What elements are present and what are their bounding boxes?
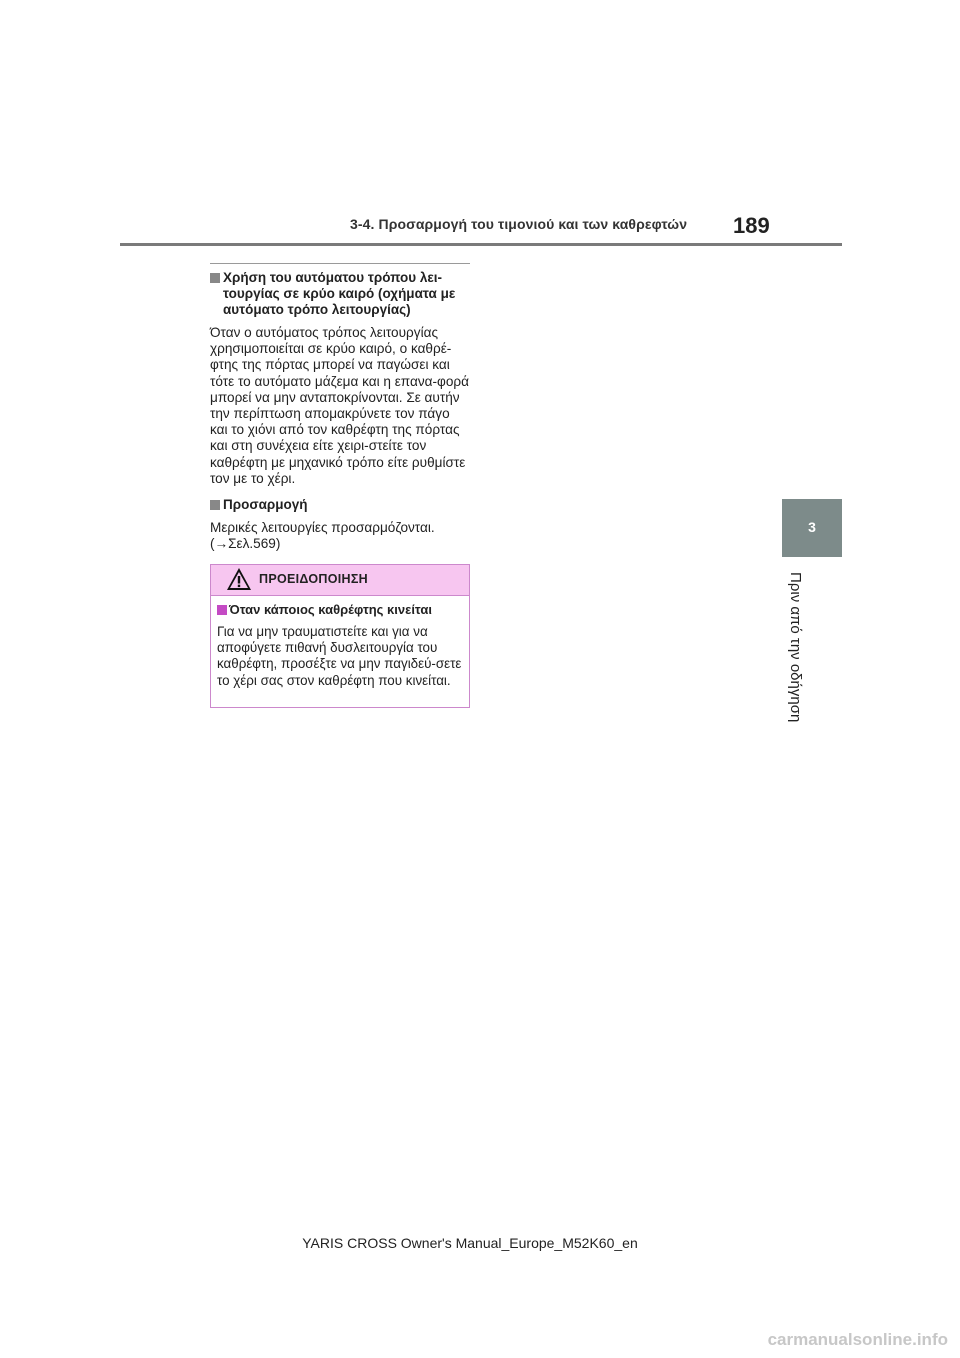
chapter-number: 3	[808, 519, 816, 535]
page-number: 189	[733, 213, 770, 238]
square-bullet-icon	[217, 605, 227, 615]
section-body-customization: Μερικές λειτουργίες προσαρμόζονται. (→Σελ.569)	[210, 520, 435, 552]
square-bullet-icon	[210, 273, 220, 283]
warning-heading-text: Όταν κάποιος καθρέφτης κινείται	[229, 602, 432, 617]
section-heading-text: Χρήση του αυτόματου τρόπου λει-τουργίας σε κρύο καιρό (οχήματα με αυτόματο τρόπο λειτουργίας)	[223, 270, 456, 317]
footer: YARIS CROSS Owner's Manual_Europe_M52K60_en	[302, 1235, 638, 1251]
header-rule	[120, 243, 842, 246]
section-body-cold-weather: Όταν ο αυτόματος τρόπος λειτουργίας χρησιμοποιείται σε κρύο καιρό, ο καθρέ-φτης της πόρτας μπορεί να παγώσει και τότε το αυτόματο μάζεμα και η επανα-φορά μπορεί να μην ανταποκρίνονται. Σε αυτήν την περίπτωση απομακρύνετε τον πάγο και το χιόνι από τον καθρέφτη της πόρτας και στη συνέχεια είτε χειρι-στείτε τον καθρέφτη με μηχανικό τρόπο είτε ρυθμίστε τον με το χέρι.	[210, 325, 469, 486]
warning-box	[210, 564, 470, 708]
section-rule	[210, 263, 470, 264]
main-column	[210, 263, 470, 562]
warning-triangle-icon	[226, 567, 252, 591]
chapter-title: Πριν από την οδήγηση	[787, 572, 804, 723]
square-bullet-icon	[210, 500, 220, 510]
running-header: 3-4. Προσαρμογή του τιμονιού και των καθρεφτών	[350, 216, 688, 232]
chapter-tab	[782, 499, 842, 557]
warning-body	[211, 596, 469, 689]
section-heading-text: Προσαρμογή	[223, 497, 308, 513]
warning-header	[211, 565, 469, 596]
warning-title: ΠΡΟΕΙΔΟΠΟΙΗΣΗ	[259, 572, 368, 586]
section-heading-customization	[210, 497, 470, 513]
warning-text: Για να μην τραυματιστείτε και για να αποφύγετε πιθανή δυσλειτουργία του καθρέφτη, προσέξτε να μην παγιδεύ-σετε το χέρι σας στον καθρέφτη που κινείται.	[217, 624, 462, 688]
watermark: carmanualsonline.info	[767, 1330, 948, 1349]
section-heading-cold-weather	[210, 270, 470, 318]
warning-heading	[217, 602, 464, 618]
